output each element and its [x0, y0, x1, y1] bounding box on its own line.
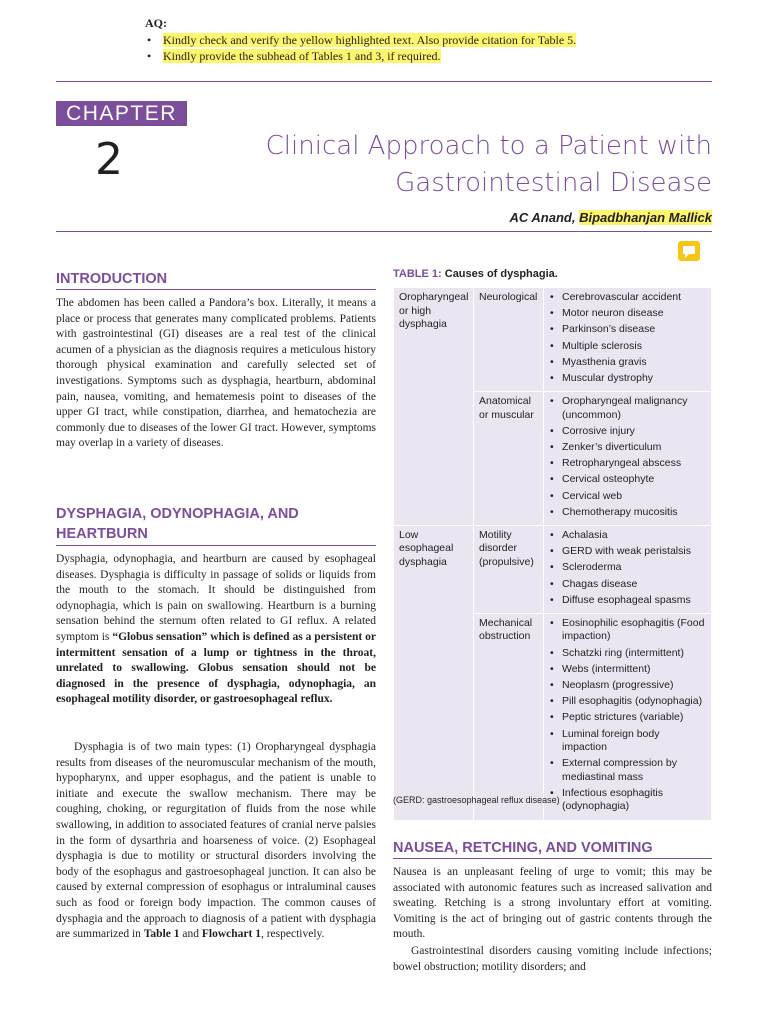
cause-item: • Achalasia [549, 529, 707, 543]
top-divider [56, 81, 712, 82]
section-rule [393, 858, 712, 859]
paragraph-text: and [182, 928, 199, 941]
category-cell: Motility disorder (propulsive) [474, 525, 544, 613]
cause-item: • Cervical osteophyte [549, 473, 707, 487]
paragraph-text: Dysphagia is of two main types: (1) Oropharyngeal dysphagia results from diseases of the neuromuscular mechanism of the mouth, hypopharynx, and upper esophagus, and the patient is unable to initiate and execute the swallow mechanism. There may be coughing, choking, or regurgitation of fluids from the nose while swallowing, in addition to associated features of cranial nerve palsies in the form of dysarthria and hoarseness of voice. (2) Esophageal dysphagia is due to motility or structural disorders involving the body of the esophagus and gastroesophageal junction. It can also be caused by external compression of esophagus or intraluminal causes such as food or foreign body impaction. The common causes of dysphagia and the approach to diagnosis of a patient with dysphagia are summarized in [56, 741, 376, 941]
dysphagia-type-cell: Low esophageal dysphagia [394, 525, 474, 820]
aq-label: AQ: [145, 16, 167, 30]
causes-cell [544, 288, 712, 392]
table-reference: Table 1 [143, 928, 180, 941]
cause-item: • Infectious esophagitis (odynophagia) [549, 787, 707, 814]
cause-item: • Cervical web [549, 490, 707, 504]
aq-list [145, 32, 576, 64]
cause-item: • Muscular dystrophy [549, 372, 707, 386]
table-caption [393, 268, 558, 280]
heading-line: DYSPHAGIA, ODYNOPHAGIA, AND [56, 506, 299, 522]
dysphagia-types-paragraph [56, 740, 376, 943]
causes-cell [544, 525, 712, 613]
chapter-title-line: Clinical Approach to a Patient with [265, 131, 712, 161]
section-heading-nausea: NAUSEA, RETCHING, AND VOMITING [393, 840, 653, 856]
comment-icon[interactable] [678, 241, 700, 261]
cause-item: • Multiple sclerosis [549, 340, 707, 354]
chapter-label: CHAPTER [56, 101, 187, 126]
cause-item: • External compression by mediastinal mass [549, 757, 707, 784]
dysphagia-paragraph [56, 552, 376, 708]
dysphagia-table [393, 287, 712, 821]
section-heading-dysphagia [56, 504, 376, 544]
cause-item: • Scleroderma [549, 561, 707, 575]
chapter-title-line: Gastrointestinal Disease [395, 168, 712, 198]
cause-item: • Retropharyngeal abscess [549, 457, 707, 471]
causes-list [549, 617, 707, 814]
cause-item: • Corrosive injury [549, 425, 707, 439]
intro-paragraph: The abdomen has been called a Pandora’s box. Literally, it means a place or process that generates many complicated problems. Patients with gastrointestinal (GI) diseases are a real test of the clinical acumen of a physician as the diagnosis requires a meticulous history thorough physical examination and carefully selected set of investigations. Symptoms such as dysphagia, heartburn, abdominal pain, nausea, vomiting, and hematemesis point to diseases of the upper GI tract, while constipation, diarrhea, and hematochezia are commonly due to diseases of the lower GI tract. However, symptoms may overlap in a variety of diseases. [56, 297, 376, 450]
flowchart-reference: Flowchart 1 [201, 928, 261, 941]
cause-item: • Parkinson’s disease [549, 323, 707, 337]
table-row [394, 288, 712, 392]
causes-list [549, 291, 707, 385]
causes-list [549, 395, 707, 519]
cause-item: • Chagas disease [549, 578, 707, 592]
cause-item: • Chemotherapy mucositis [549, 506, 707, 520]
cause-item: • Schatzki ring (intermittent) [549, 647, 707, 661]
paragraph-text: Dysphagia, odynophagia, and heartburn are caused by esophageal diseases. Dysphagia is difficulty in passage of solids or liquids from the mouth to the stomach. It should be distinguished from odynophagia, which is pain on swallowing. Heartburn is a burning sensation behind the sternum often related to GI reflux. A related symptom is [56, 553, 376, 643]
causes-cell [544, 392, 712, 526]
cause-item: • Luminal foreign body impaction [549, 728, 707, 755]
cause-item: • Neoplasm (progressive) [549, 679, 707, 693]
header-divider [56, 231, 712, 232]
cause-item: • Diffuse esophageal spasms [549, 594, 707, 608]
cause-item: • Oropharyngeal malignancy (uncommon) [549, 395, 707, 422]
section-heading-introduction: INTRODUCTION [56, 271, 168, 287]
category-cell: Mechanical obstruction [474, 613, 544, 820]
section-rule [56, 545, 376, 546]
cause-item: • Cerebrovascular accident [549, 291, 707, 305]
cause-item: • GERD with weak peristalsis [549, 545, 707, 559]
nausea-paragraph: Gastrointestinal disorders causing vomiting include infections; bowel obstruction; motility disorders; and [393, 945, 712, 973]
causes-list [549, 529, 707, 607]
cause-item: • Webs (intermittent) [549, 663, 707, 677]
author-name: Bipadbhanjan Mallick [579, 210, 712, 225]
table-footnote: (GERD: gastroesophageal reflux disease) [393, 795, 560, 805]
author-name: AC Anand, [509, 210, 576, 225]
cause-item: • Pill esophagitis (odynophagia) [549, 695, 707, 709]
authors [509, 210, 712, 225]
table-row [394, 525, 712, 613]
causes-cell [544, 613, 712, 820]
cause-item: • Zenker’s diverticulum [549, 441, 707, 455]
heading-line: HEARTBURN [56, 526, 148, 542]
paragraph-text: , respectively. [260, 928, 325, 941]
aq-item-text: Kindly check and verify the yellow highlighted text. Also provide citation for Table 5. [163, 33, 577, 47]
dysphagia-type-cell: Oropharyngeal or high dysphagia [394, 288, 474, 526]
nausea-paragraph: Nausea is an unpleasant feeling of urge to vomit; this may be associated with autonomic features such as increased salivation and sweating. Retching is a strong involuntary effort at vomiting. Vomiting is the act of bringing out of gastric contents through the mouth. [393, 866, 712, 941]
chapter-number: 2 [95, 134, 123, 185]
aq-item-text: Kindly provide the subhead of Tables 1 and 3, if required. [163, 49, 441, 63]
aq-item: • Kindly provide the subhead of Tables 1 and 3, if required. [147, 49, 441, 63]
table-label: TABLE 1: [393, 268, 442, 280]
category-cell: Anatomical or muscular [474, 392, 544, 526]
table-title: Causes of dysphagia. [444, 268, 558, 280]
cause-item: • Peptic strictures (variable) [549, 711, 707, 725]
cause-item: • Motor neuron disease [549, 307, 707, 321]
category-cell: Neurological [474, 288, 544, 392]
chapter-title [232, 128, 712, 202]
cause-item: • Eosinophilic esophagitis (Food impaction) [549, 617, 707, 644]
aq-item: • Kindly check and verify the yellow highlighted text. Also provide citation for Table 5. [147, 33, 577, 47]
section-rule [56, 289, 376, 290]
cause-item: • Myasthenia gravis [549, 356, 707, 370]
globus-definition: “Globus sensation” which is defined as a persistent or intermittent sensation of a lump or tightness in the throat, unrelated to swallowing. Globus sensation should not be diagnosed in the presence of dysphagia, odynophagia, an esophageal motility disorder, or gastroesophageal reflux. [56, 630, 376, 706]
